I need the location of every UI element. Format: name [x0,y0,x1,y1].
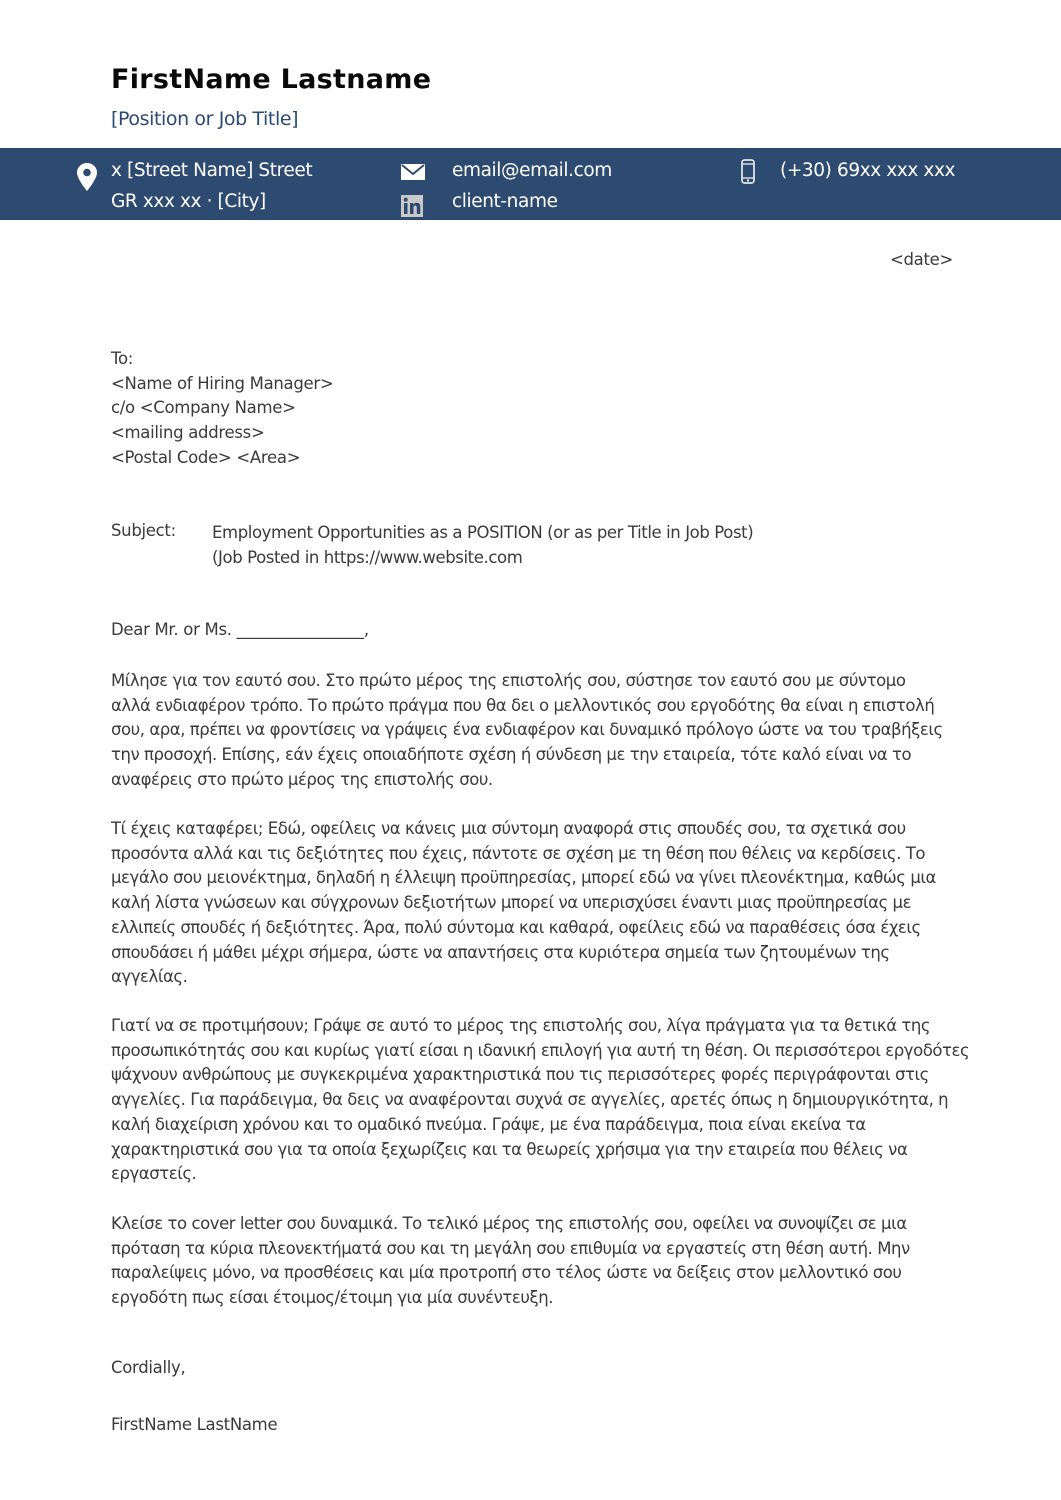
paragraph-line: αναφέρεις στο πρώτο μέρος της επιστολής σου. [111,769,493,789]
paragraph-line: αλλά ενδιαφέρον τρόπο. Το πρώτο πράγμα που θα δει ο μελλοντικός σου εργοδότης θα είναι η επιστολή [111,695,935,715]
paragraph-line: αγγελίες. Για παράδειγμα, θα δεις να αναφέρονται συχνά σε αγγελίες, αρετές όπως η δημιουργικότητα, η [111,1090,949,1110]
paragraph-line: την προσοχή. Επίσης, εάν έχεις οποιαδήποτε σχέση ή σύνδεση με την εταιρεία, τότε καλό είναι να το [111,745,912,765]
contact-band [0,148,1061,220]
recipient-block [111,347,333,471]
envelope-icon [401,164,425,184]
paragraph-line: παραλείψεις μόνο, να προσθέσεις και μία προτροπή στο τέλος ώστε να δείξεις στον μελλοντικό σου [111,1263,902,1283]
paragraph-line: χαρακτηριστικά σου για τα οποία ξεχωρίζεις και τα θεωρείς χρήσιμα για την εταιρεία που θέλεις να [111,1139,908,1159]
applicant-name: FirstName Lastname [111,64,432,95]
letter-date: <date> [889,250,953,269]
job-title: [Position or Job Title] [111,108,299,130]
paragraph-line: σπουδάσει ή μάθει μέχρι σήμερα, ώστε να απαντήσεις στα κυριότερα σημεία των ζητουμένων της [111,942,890,962]
paragraph-line: προσωπικότητάς σου και κυρίως γιατί είσαι η ιδανική επιλογή για αυτή τη θέση. Οι περισσότεροι εργοδότες [111,1040,970,1060]
paragraph-line: μεγάλο σου μειονέκτημα, δηλαδή η έλλειψη προϋπηρεσίας, μπορεί εδώ να γίνει πλεονέκτημα, καθώς μια [111,868,936,888]
paragraph-introduction [111,669,961,793]
email-link[interactable]: email@email.com [452,160,612,181]
paragraph-line: σου, αρα, πρέπει να φροντίσεις να γράψεις ένα ενδιαφέρον και δυναμικό πρόλογο ώστε να του τραβήξεις [111,720,943,740]
paragraph-line: πρόταση τα κύρια πλεονεκτήματά σου και τη μεγάλη σου επιθυμία να εργαστείς στη θέση αυτή. Μην [111,1238,910,1258]
paragraph-why-choose [111,1014,970,1187]
signature-name: FirstName LastName [111,1415,278,1434]
paragraph-line: καλή διαχείριση χρόνου και το ομαδικό πνεύμα. Γράψε, με ένα παράδειγμα, ποια είναι εκείνα τα [111,1114,866,1134]
salutation: Dear Mr. or Ms. ________________, [111,620,369,639]
paragraph-line: Μίλησε για τον εαυτό σου. Στο πρώτο μέρος της επιστολής σου, σύστησε τον εαυτό σου με σύντομο [111,671,906,690]
subject-label: Subject: [111,521,176,540]
paragraph-line: προσόντα αλλά και τις δεξιότητες που έχεις, πάντοτε σε σχέση με τη θέση που θέλεις να κερδίσεις. Το [111,843,925,863]
paragraph-line: ελλιπείς σπουδές ή δεξιότητες. Άρα, πολύ σύντομα και καθαρά, οφείλεις εδώ να παραθέσεις όσα έχεις [111,917,921,937]
paragraph-line: Τί έχεις καταφέρει; Εδώ, οφείλεις να κάνεις μια σύντομη αναφορά στις σπουδές σου, τα σχετικά σου [111,819,906,838]
linkedin-link[interactable]: client-name [452,191,558,212]
recipient-line: <Name of Hiring Manager> [111,373,334,393]
paragraph-achievements [111,817,961,990]
paragraph-line: Γιατί να σε προτιμήσουν; Γράψε σε αυτό το μέρος της επιστολής σου, λίγα πράγματα για τα θετικά της [111,1016,931,1035]
linkedin-icon [401,195,423,221]
paragraph-line: αγγελίας. [111,967,188,987]
subject-line: (Job Posted in https://www.website.com [212,547,523,567]
paragraph-line: εργαστείς. [111,1164,197,1184]
mobile-phone-icon [741,159,755,188]
paragraph-line: ψάχνουν ανθρώπους με συγκεκριμένα χαρακτηριστικά που τις περισσότερες φορές περιγράφονται στις [111,1065,929,1085]
recipient-line: <Postal Code> <Area> [111,447,301,467]
address-line-1: x [Street Name] Street [111,160,313,181]
map-pin-icon [77,163,97,195]
paragraph-closing [111,1212,961,1311]
paragraph-line: Κλείσε το cover letter σου δυναμικά. Το τελικό μέρος της επιστολής σου, οφείλει να συνοψίζει σε μια [111,1214,907,1233]
paragraph-line: καλή λίστα γνώσεων και σύγχρονων δεξιοτήτων μπορεί να υπερισχύσει έναντι μιας προϋπηρεσίας με [111,893,912,913]
recipient-line: c/o <Company Name> [111,398,296,418]
phone-number[interactable]: (+30) 69xx xxx xxx [780,160,956,181]
paragraph-line: εργοδότη πως είσαι έτοιμος/έτοιμη για μία συνέντευξη. [111,1288,554,1308]
address-line-2: GR xxx xx · [City] [111,191,266,212]
recipient-line: <mailing address> [111,423,265,443]
subject-line: Employment Opportunities as a POSITION (or as per Title in Job Post) [212,523,754,542]
closing-phrase: Cordially, [111,1358,186,1377]
subject-text [212,521,753,570]
recipient-line: To: [111,349,134,368]
